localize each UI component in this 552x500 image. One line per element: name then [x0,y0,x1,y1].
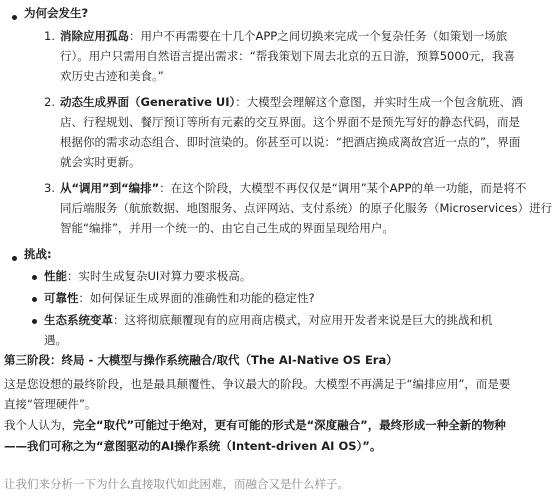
list-item-3-line3: 智能“编排”，并用一个统一的、由它自己生成的界面呈现给用户。 [60,221,394,235]
list-item-2-line2: 店、行程规划、餐厅预订等所有元素的交互界面。这个界面不是预先写好的静态代码，而是 [60,115,520,129]
list-item-2-line4: 就会实时更新。 [60,155,141,169]
list-item-title: 从“调用”到“编排” [60,181,160,195]
section-heading: 第三阶段：终局 - 大模型与操作系统融合/取代（The AI-Native OS Era） [4,353,398,367]
list-number: 2. [44,95,55,109]
list-item-title: 消除应用孤岛 [60,29,129,43]
bullet-dot [32,319,37,324]
list-item-1-line3: 欢历史古迹和美食。” [60,69,164,83]
list-item-title: 动态生成界面（Generative UI） [60,95,236,109]
list-item-2-line1: 动态生成界面（Generative UI）：大模型会理解这个意图，并实时生成一个包含航班、酒 [60,95,523,109]
paragraph-line: 这是您设想的最终阶段，也是最具颠覆性、争议最大的阶段。大模型不再满足于“编排应用”，而是要 [4,377,511,391]
opinion-prefix: 我个人认为， [4,418,73,432]
bullet-dot [32,297,37,302]
challenge-ecosystem-line2: 遇。 [44,333,67,347]
list-item-3-line1: 从“调用”到“编排”：在这个阶段，大模型不再仅仅是“调用”某个APP的单一功能，而是将不 [60,181,527,195]
paragraph-line: 直接“管理硬件”。 [4,397,97,411]
list-number: 1. [44,29,55,43]
challenge-reliability: 可靠性：如何保证生成界面的准确性和功能的稳定性? [44,291,315,305]
faded-paragraph: 让我们来分析一下为什么直接取代如此困难，而融合又是什么样子。 [4,477,349,491]
challenges-heading: 挑战: [24,247,52,261]
challenge-ecosystem-line1: 生态系统变革：这将彻底颠覆现有的应用商店模式，对应用开发者来说是巨大的挑战和机 [44,313,493,327]
bullet-dot [12,15,17,20]
list-item-1-line1: 消除应用孤岛：用户不再需要在十几个APP之间切换来完成一个复杂任务（如策划一场旅 [60,29,508,43]
list-item-1-line2: 行）。用户只需用自然语言提出需求：“帮我策划下周去北京的五日游，预算5000元，我喜 [60,49,515,63]
opinion-bold-line1: 完全“取代”可能过于绝对，更有可能的形式是“深度融合”，最终形成一种全新的物种 [73,418,506,432]
opinion-line1-visible [4,415,506,435]
challenge-performance: 性能：实时生成复杂UI对算力要求极高。 [44,269,252,283]
why-heading: 为何会发生? [24,6,89,20]
list-number: 3. [44,181,55,195]
bullet-dot [32,275,37,280]
list-item-2-line3: 根据你的需求动态组合、即时渲染的。你甚至可以说：“把酒店换成离故宫近一点的”，界面 [60,135,521,149]
list-item-3-line2: 同后端服务（航旅数据、地图服务、点评网站、支付系统）的原子化服务（Microservices）进行 [60,201,552,215]
bullet-dot [12,256,17,261]
opinion-bold-line2: ——我们可称之为“意图驱动的AI操作系统（Intent-driven AI OS）”。 [4,439,382,453]
